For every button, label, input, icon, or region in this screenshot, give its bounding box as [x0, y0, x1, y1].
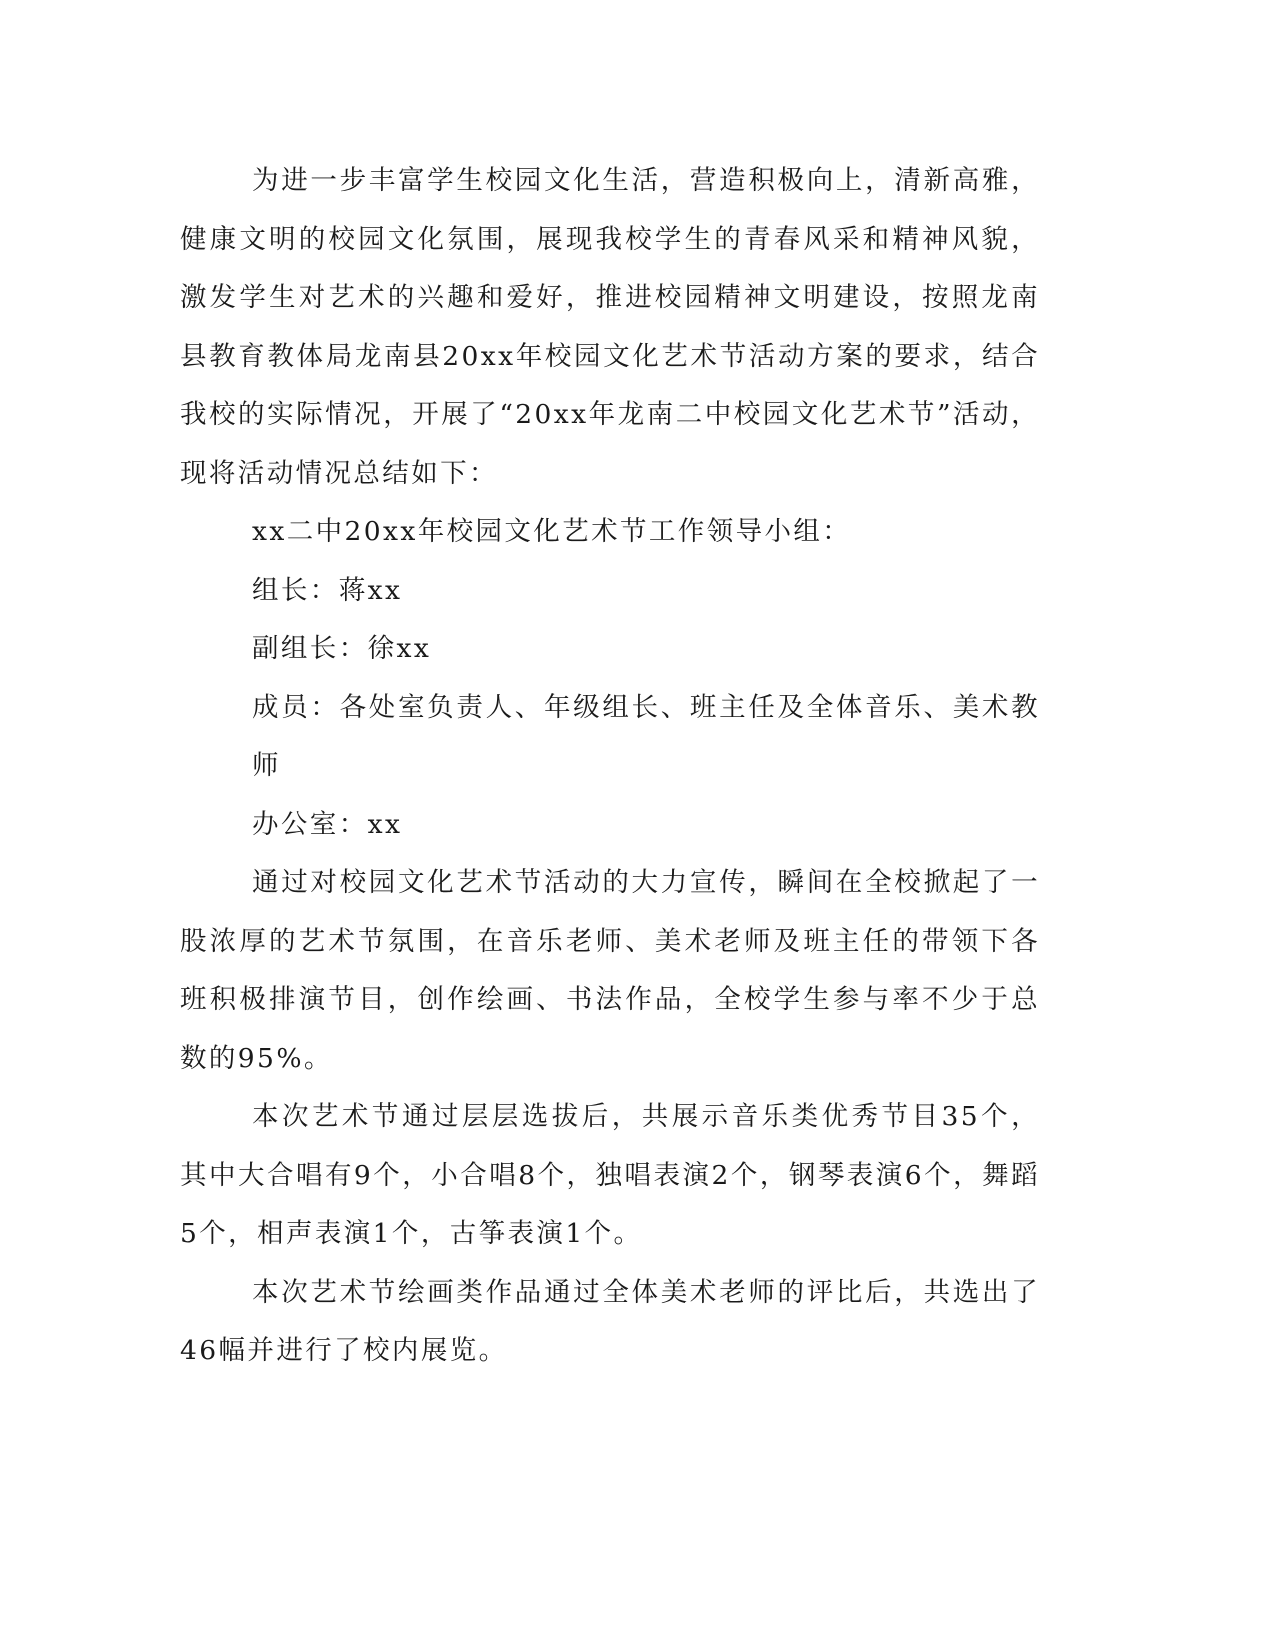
document-body	[180, 152, 1040, 1381]
group-leader: 组长：蒋xx	[252, 574, 403, 606]
group-members: 成员：各处室负责人、年级组长、班主任及全体音乐、美术教师	[252, 691, 1040, 781]
painting-works-paragraph: 本次艺术节绘画类作品通过全体美术老师的评比后，共选出了46幅并进行了校内展览。	[180, 1276, 1040, 1366]
leadership-group-title: xx二中20xx年校园文化艺术节工作领导小组：	[252, 516, 852, 547]
group-office: 办公室：xx	[252, 808, 403, 840]
intro-paragraph: 为进一步丰富学生校园文化生活，营造积极向上，清新高雅，健康文明的校园文化氛围，展现我校学生的青春风采和精神风貌，激发学生对艺术的兴趣和爱好，推进校园精神文明建设，按照龙南县教育教体局龙南县20xx年校园文化艺术节活动方案的要求，结合我校的实际情况，开展了“20xx年龙南二中校园文化艺术节”活动，现将活动情况总结如下：	[180, 165, 1040, 489]
promotion-paragraph: 通过对校园文化艺术节活动的大力宣传，瞬间在全校掀起了一股浓厚的艺术节氛围，在音乐老师、美术老师及班主任的带领下各班积极排演节目，创作绘画、书法作品，全校学生参与率不少于总数的95%。	[180, 867, 1040, 1074]
music-programs-paragraph: 本次艺术节通过层层选拔后，共展示音乐类优秀节目35个，其中大合唱有9个，小合唱8个，独唱表演2个，钢琴表演6个，舞蹈5个，相声表演1个，古筝表演1个。	[180, 1101, 1040, 1249]
deputy-group-leader: 副组长：徐xx	[252, 633, 432, 664]
